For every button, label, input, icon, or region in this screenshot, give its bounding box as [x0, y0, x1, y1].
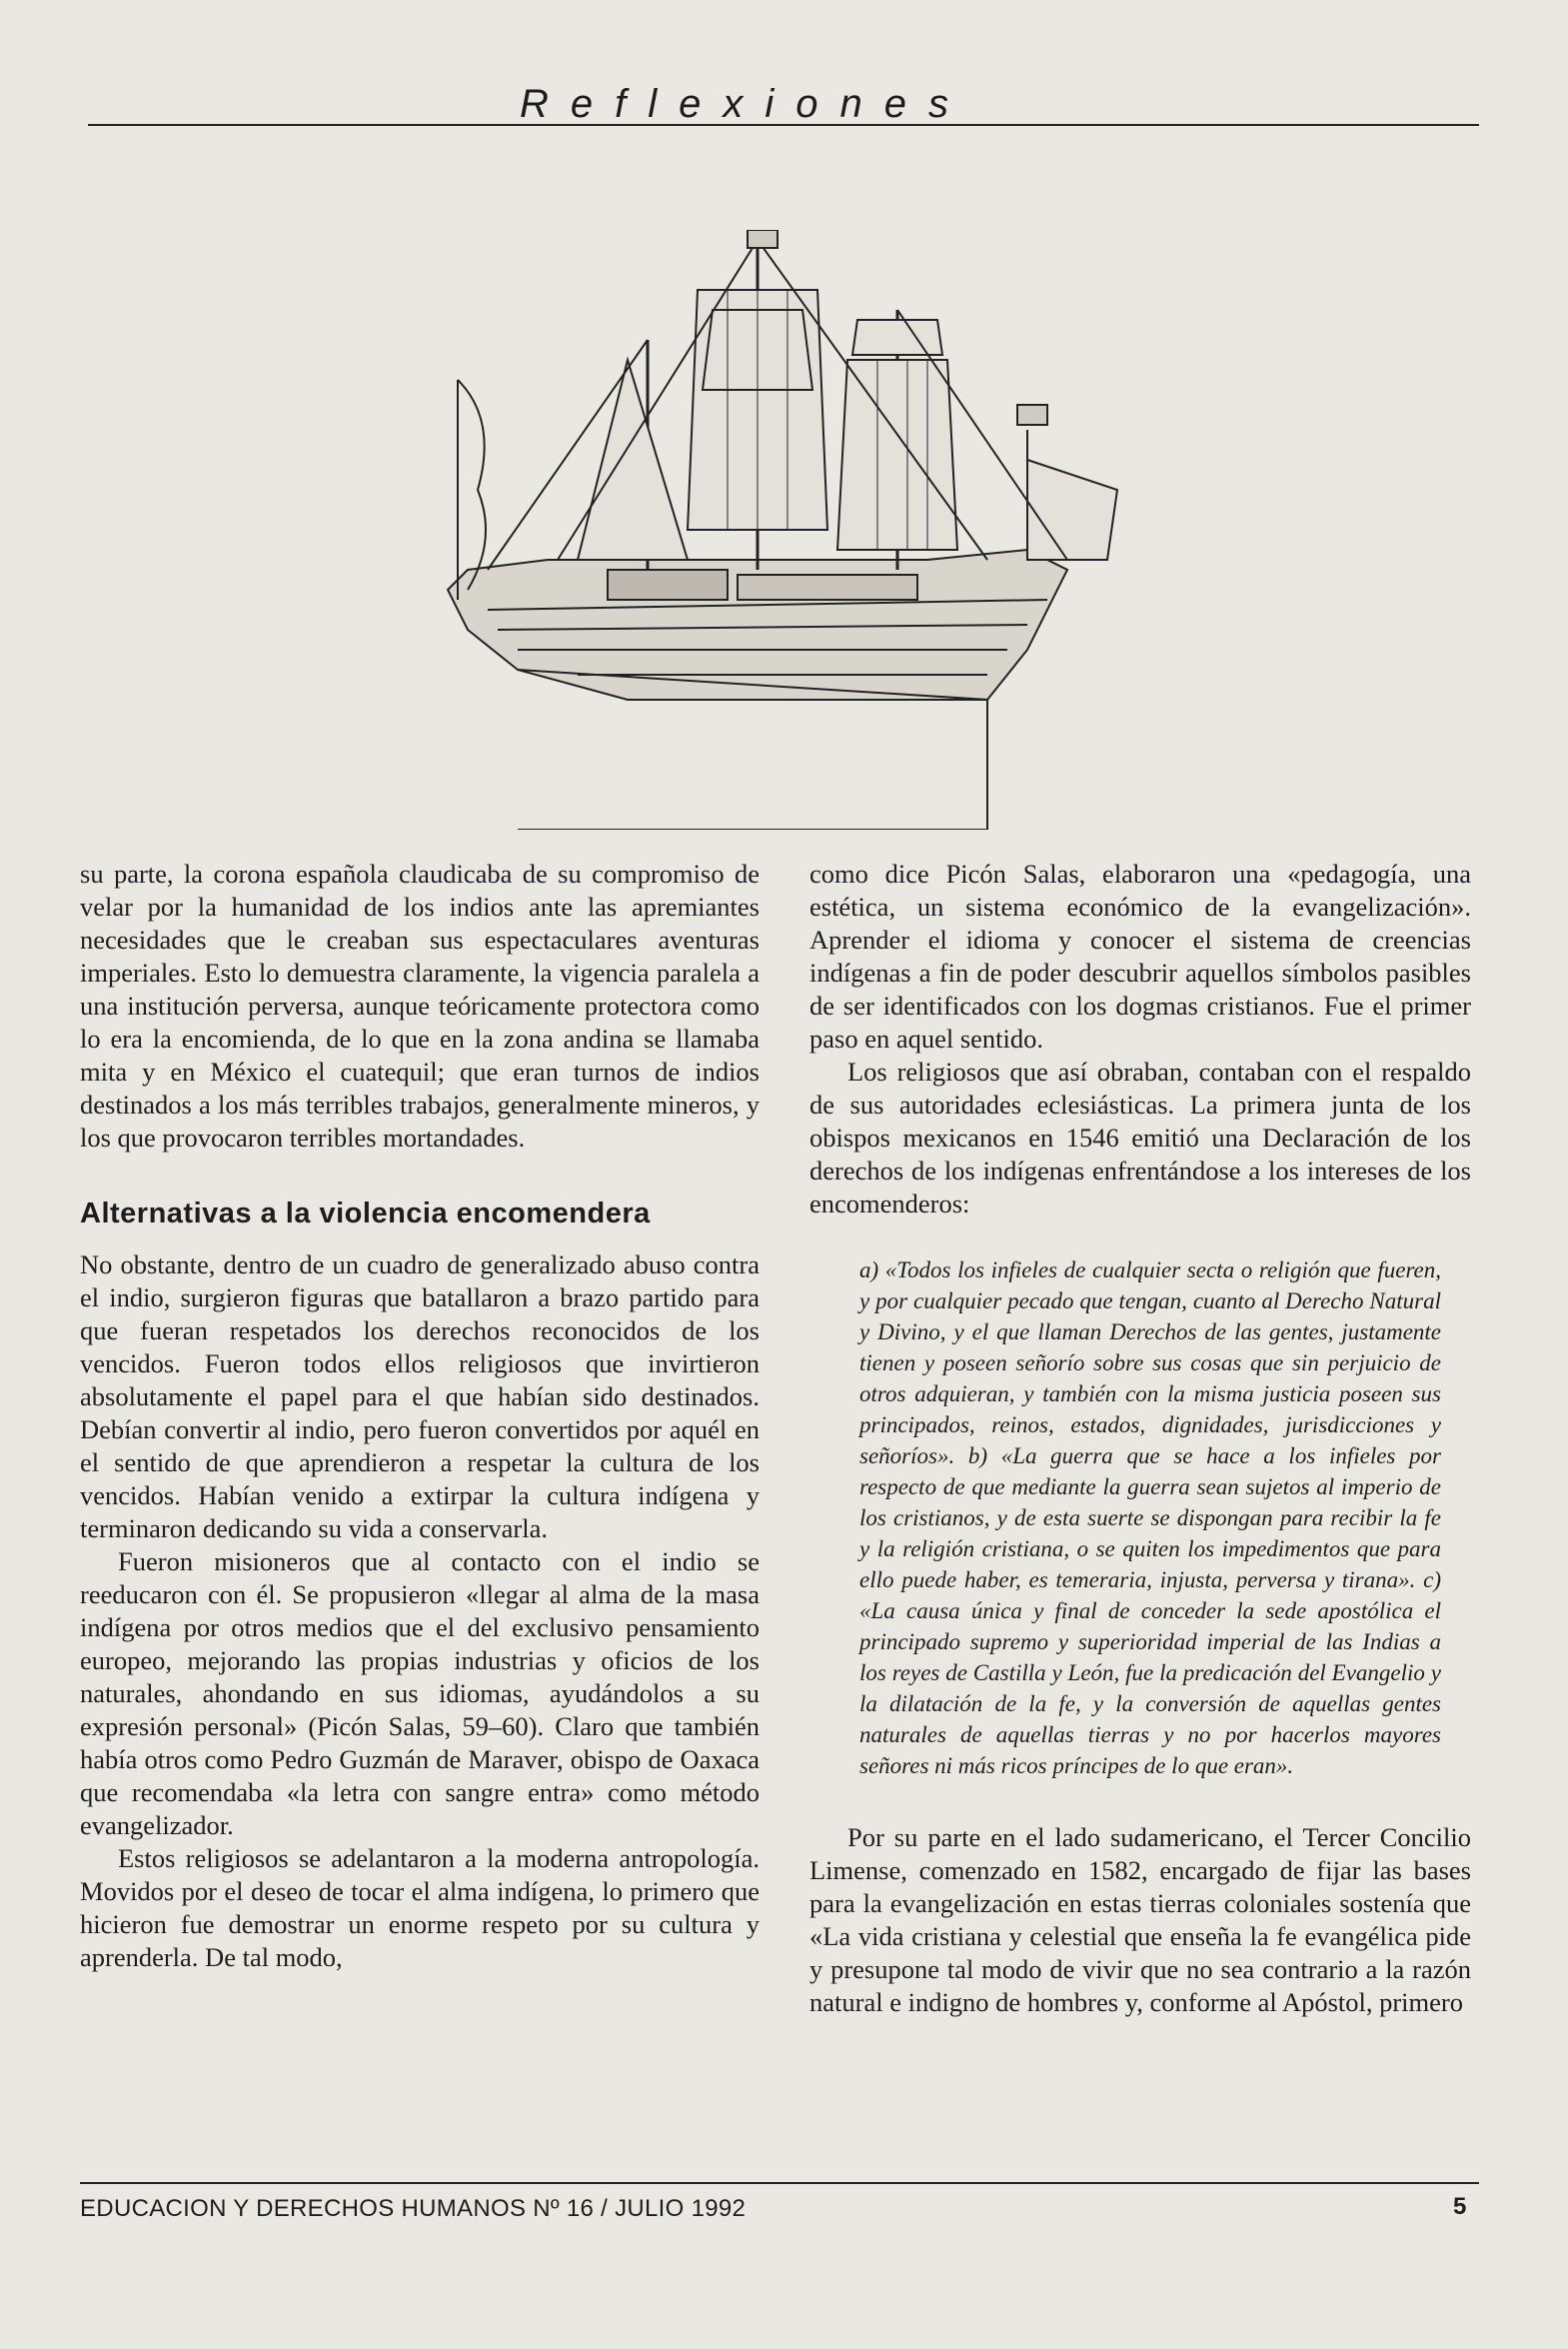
- declaration-quote: a) «Todos los infieles de cualquier secta o religión que fueren, y por cualquier pecado que tengan, cuanto al Derecho Natural y Divino, y el que llaman Derechos de las gentes, justamente tienen y poseen señorío sobre sus cosas que sin perjuicio de otros adquieran, y también con la misma justicia poseen sus principados, reinos, estados, dignidades, jurisdicciones y señoríos». b) «La guerra que se hace a los infieles por respecto de que mediante la guerra sean sujetos al imperio de los cristianos, y de esta suerte se dispongan para recibir la fe y la religión cristiana, o se quiten los impedimentos que para ello puede haber, es temeraria, injusta, perversa y tirana». c) «La causa única y final de conceder la sede apostólica el principado supremo y superioridad imperial de las Indias a los reyes de Castilla y León, fue la predicación del Evangelio y la dilatación de la fe, y la conversión de aquellas gentes naturales de aquellas tierras y no por hacerlos mayores señores ni más ricos príncipes de lo que eran».: [859, 1257, 1441, 1778]
- page-number: 5: [1453, 2193, 1467, 2220]
- right-paragraph-3: Por su parte en el lado sudamericano, el Tercer Concilio Limense, comenzado en 1582, encargado de fijar las bases para la evangelización en estas tierras coloniales sostenía que «La vida cristiana y celestial que enseña la fe evangélica pide y presupone tal modo de vivir que no sea contrario a la razón natural e indigno de hombres y, conforme al Apóstol, primero: [809, 1822, 1471, 2017]
- publication-footer: EDUCACION Y DERECHOS HUMANOS Nº 16 / JULIO 1992: [80, 2195, 747, 2222]
- left-paragraph-1: su parte, la corona española claudicaba de su compromiso de velar por la humanidad de los indios ante las apremiantes necesidades que le creaban sus espectaculares aventuras imperiales. Esto lo demuestra claramente, la vigencia paralela a una institución perversa, aunque teóricamente protectora como lo era la encomienda, de lo que en la zona andina se llamaba mita y en México el cuatequil; que eran turnos de indios destinados a los más terribles trabajos, generalmente mineros, y los que provocaron terribles mortandades.: [80, 859, 760, 1153]
- left-paragraph-4: Estos religiosos se adelantaron a la moderna antropología. Movidos por el deseo de tocar el alma indígena, lo primero que hicieron fue demostrar un enorme respeto por su cultura y aprenderla. De tal modo,: [80, 1843, 760, 1972]
- section-heading: Alternativas a la violencia encomendera: [80, 1197, 651, 1229]
- footer-rule: [80, 2182, 1479, 2184]
- left-paragraph-3: Fueron misioneros que al contacto con el indio se reeducaron con él. Se propusieron «llegar al alma de la masa indígena por otros medios que el del exclusivo pensamiento europeo, mejorando las propias industrias y oficios de los naturales, ahondando en sus idiomas, ayudándolos a su expresión personal» (Picón Salas, 59–60). Claro que también había otros como Pedro Guzmán de Maraver, obispo de Oaxaca que recomendaba «la letra con sangre entra» como método evangelizador.: [80, 1546, 760, 1840]
- right-paragraph-2: Los religiosos que así obraban, contaban con el respaldo de sus autoridades eclesiásticas. La primera junta de los obispos mexicanos en 1546 emitió una Declaración de los derechos de los indígenas enfrentándose a los intereses de los encomenderos:: [809, 1057, 1471, 1218]
- header-rule: [88, 124, 1479, 126]
- right-paragraph-1: como dice Picón Salas, elaboraron una «pedagogía, una estética, un sistema económico de la evangelización». Aprender el idioma y conocer el sistema de creencias indígenas a fin de poder descubrir aquellos símbolos pasibles de ser identificados con los dogmas cristianos. Fue el primer paso en aquel sentido.: [809, 859, 1471, 1054]
- caravel-illustration: [428, 230, 1167, 830]
- left-paragraph-2: No obstante, dentro de un cuadro de generalizado abuso contra el indio, surgieron figuras que batallaron a brazo partido para que fueran respetados los derechos reconocidos de los vencidos. Fueron todos ellos religiosos que invirtieron absolutamente el papel para el que habían sido destinados. Debían convertir al indio, pero fueron convertidos por aquél en el sentido de que aprendieron a respetar la cultura de los vencidos. Habían venido a extirpar la cultura indígena y terminaron dedicando su vida a conservarla.: [80, 1249, 760, 1543]
- left-column: [80, 858, 760, 1974]
- section-title: Reflexiones: [520, 82, 971, 126]
- right-column: [809, 858, 1471, 2019]
